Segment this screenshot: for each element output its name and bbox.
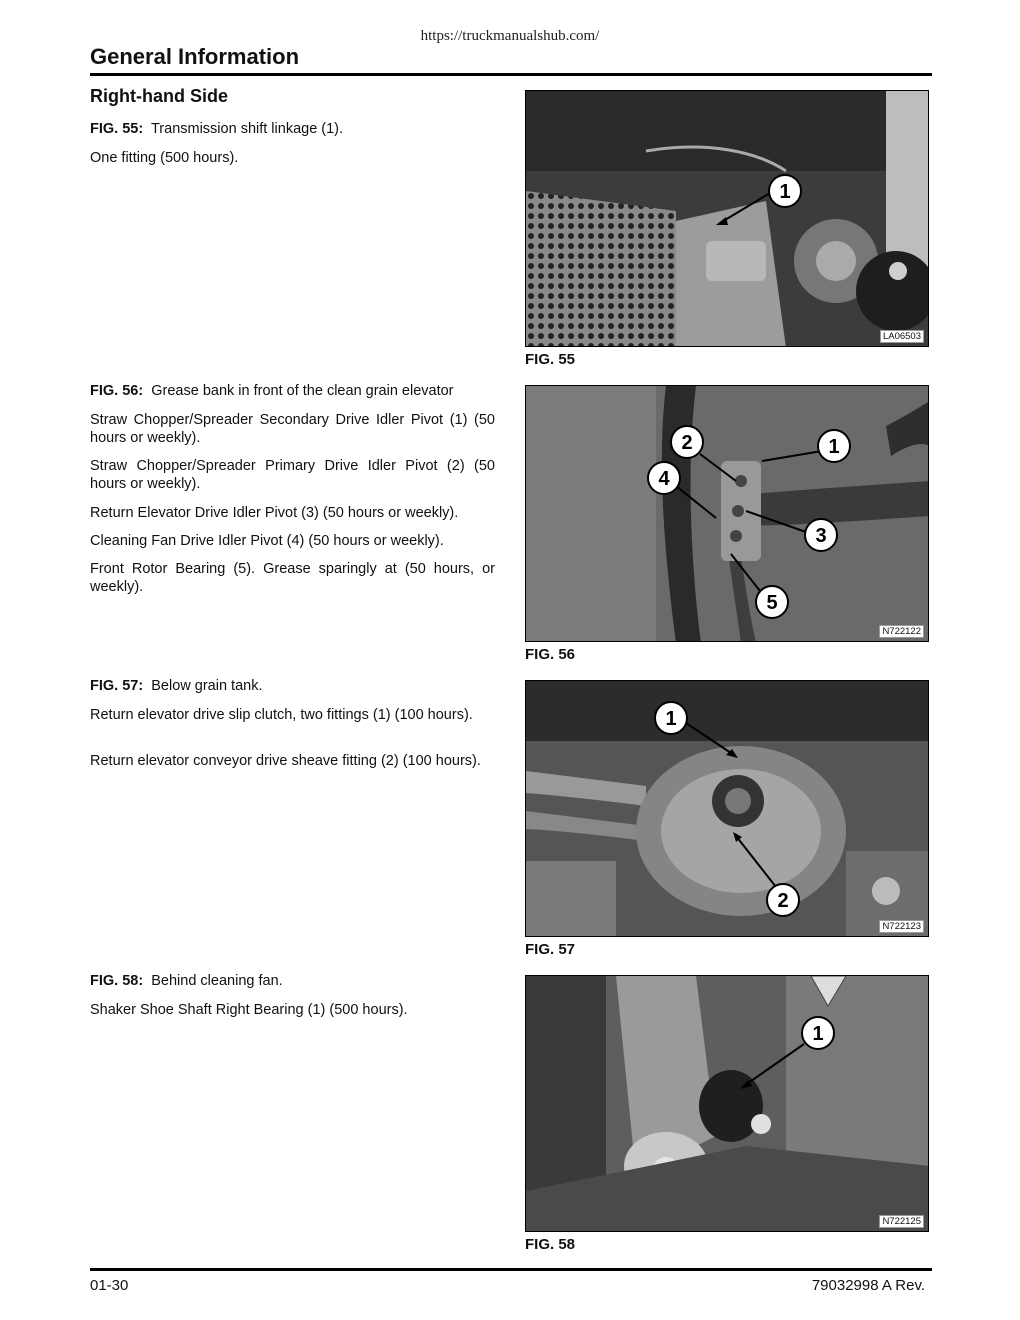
fig55-lead-text: Transmission shift linkage (1). — [150, 121, 344, 137]
fig56-item-5: Front Rotor Bearing (5). Grease sparingly at (50 hours, or weekly). — [90, 561, 495, 595]
fig56-callout-5-label: 5 — [766, 592, 778, 614]
fig57-callout-1 — [655, 702, 687, 734]
fig57-lead-label: FIG. 57: — [90, 678, 144, 694]
fig57-lead-text: Below grain tank. — [151, 678, 263, 694]
fig55-callout-1 — [769, 175, 801, 207]
fig55-code: LA06503 — [880, 330, 924, 343]
fig56-lead-text: Grease bank in front of the clean grain elevator — [151, 383, 454, 399]
section-title: Right-hand Side — [90, 86, 228, 106]
fig58-code: N722125 — [879, 1215, 924, 1228]
fig55-lead-label: FIG. 55: — [90, 121, 144, 137]
fig56-code: N722122 — [879, 625, 924, 638]
fig56-lead-label: FIG. 56: — [90, 383, 144, 399]
fig56-item-4: Cleaning Fan Drive Idler Pivot (4) (50 hours or weekly). — [90, 533, 444, 549]
fig57-photo — [525, 680, 929, 937]
fig56-item-2: Straw Chopper/Spreader Primary Drive Idler Pivot (2) (50 hours or weekly). — [90, 458, 495, 492]
fig56-callout-1-label: 1 — [828, 436, 840, 458]
fig58-lead — [90, 972, 495, 990]
fig57-code: N722123 — [879, 920, 924, 933]
source-url: https://truckmanualshub.com/ — [420, 28, 600, 44]
header-rule — [90, 73, 932, 76]
page-title: General Information — [90, 44, 300, 69]
fig56-callout-2-label: 2 — [681, 432, 693, 454]
fig58-item: Shaker Shoe Shaft Right Bearing (1) (500 hours). — [90, 1002, 408, 1018]
fig57-caption: FIG. 57 — [525, 941, 576, 958]
fig57-item-1: Return elevator drive slip clutch, two fittings (1) (100 hours). — [90, 707, 473, 723]
fig58-photo — [525, 975, 929, 1232]
fig55-photo — [525, 90, 929, 347]
fig56-callout-2 — [671, 426, 703, 458]
fig56-lead — [90, 382, 495, 400]
fig55-item: One fitting (500 hours). — [90, 150, 239, 166]
footer-rule — [90, 1268, 932, 1271]
fig56-callout-5 — [756, 586, 788, 618]
document-number: 79032998 A Rev. — [811, 1277, 925, 1294]
fig57-callout-1-label: 1 — [665, 708, 677, 730]
fig55-callout-1-label: 1 — [779, 181, 791, 203]
fig58-caption: FIG. 58 — [525, 1236, 576, 1253]
fig58-lead-text: Behind cleaning fan. — [151, 973, 283, 989]
fig56-callout-3-label: 3 — [815, 525, 827, 547]
fig56-callout-1 — [818, 430, 850, 462]
fig57-item-2: Return elevator conveyor drive sheave fitting (2) (100 hours). — [90, 753, 481, 769]
fig58-callout-1 — [802, 1017, 834, 1049]
fig57-callout-2-label: 2 — [777, 890, 789, 912]
fig58-callout-1-label: 1 — [812, 1023, 824, 1045]
fig57-lead — [90, 677, 495, 695]
fig56-photo — [525, 385, 929, 642]
fig56-callout-3 — [805, 519, 837, 551]
fig55-lead — [90, 120, 495, 138]
fig57-callout-2 — [767, 884, 799, 916]
fig56-caption: FIG. 56 — [525, 646, 576, 663]
page-number: 01-30 — [90, 1277, 129, 1294]
fig56-item-1: Straw Chopper/Spreader Secondary Drive Idler Pivot (1) (50 hours or weekly). — [90, 412, 495, 446]
fig55-caption: FIG. 55 — [525, 351, 576, 368]
fig56-callout-4 — [648, 462, 680, 494]
fig58-lead-label: FIG. 58: — [90, 973, 144, 989]
fig56-item-3: Return Elevator Drive Idler Pivot (3) (50 hours or weekly). — [90, 505, 459, 521]
fig56-callout-4-label: 4 — [658, 468, 670, 490]
